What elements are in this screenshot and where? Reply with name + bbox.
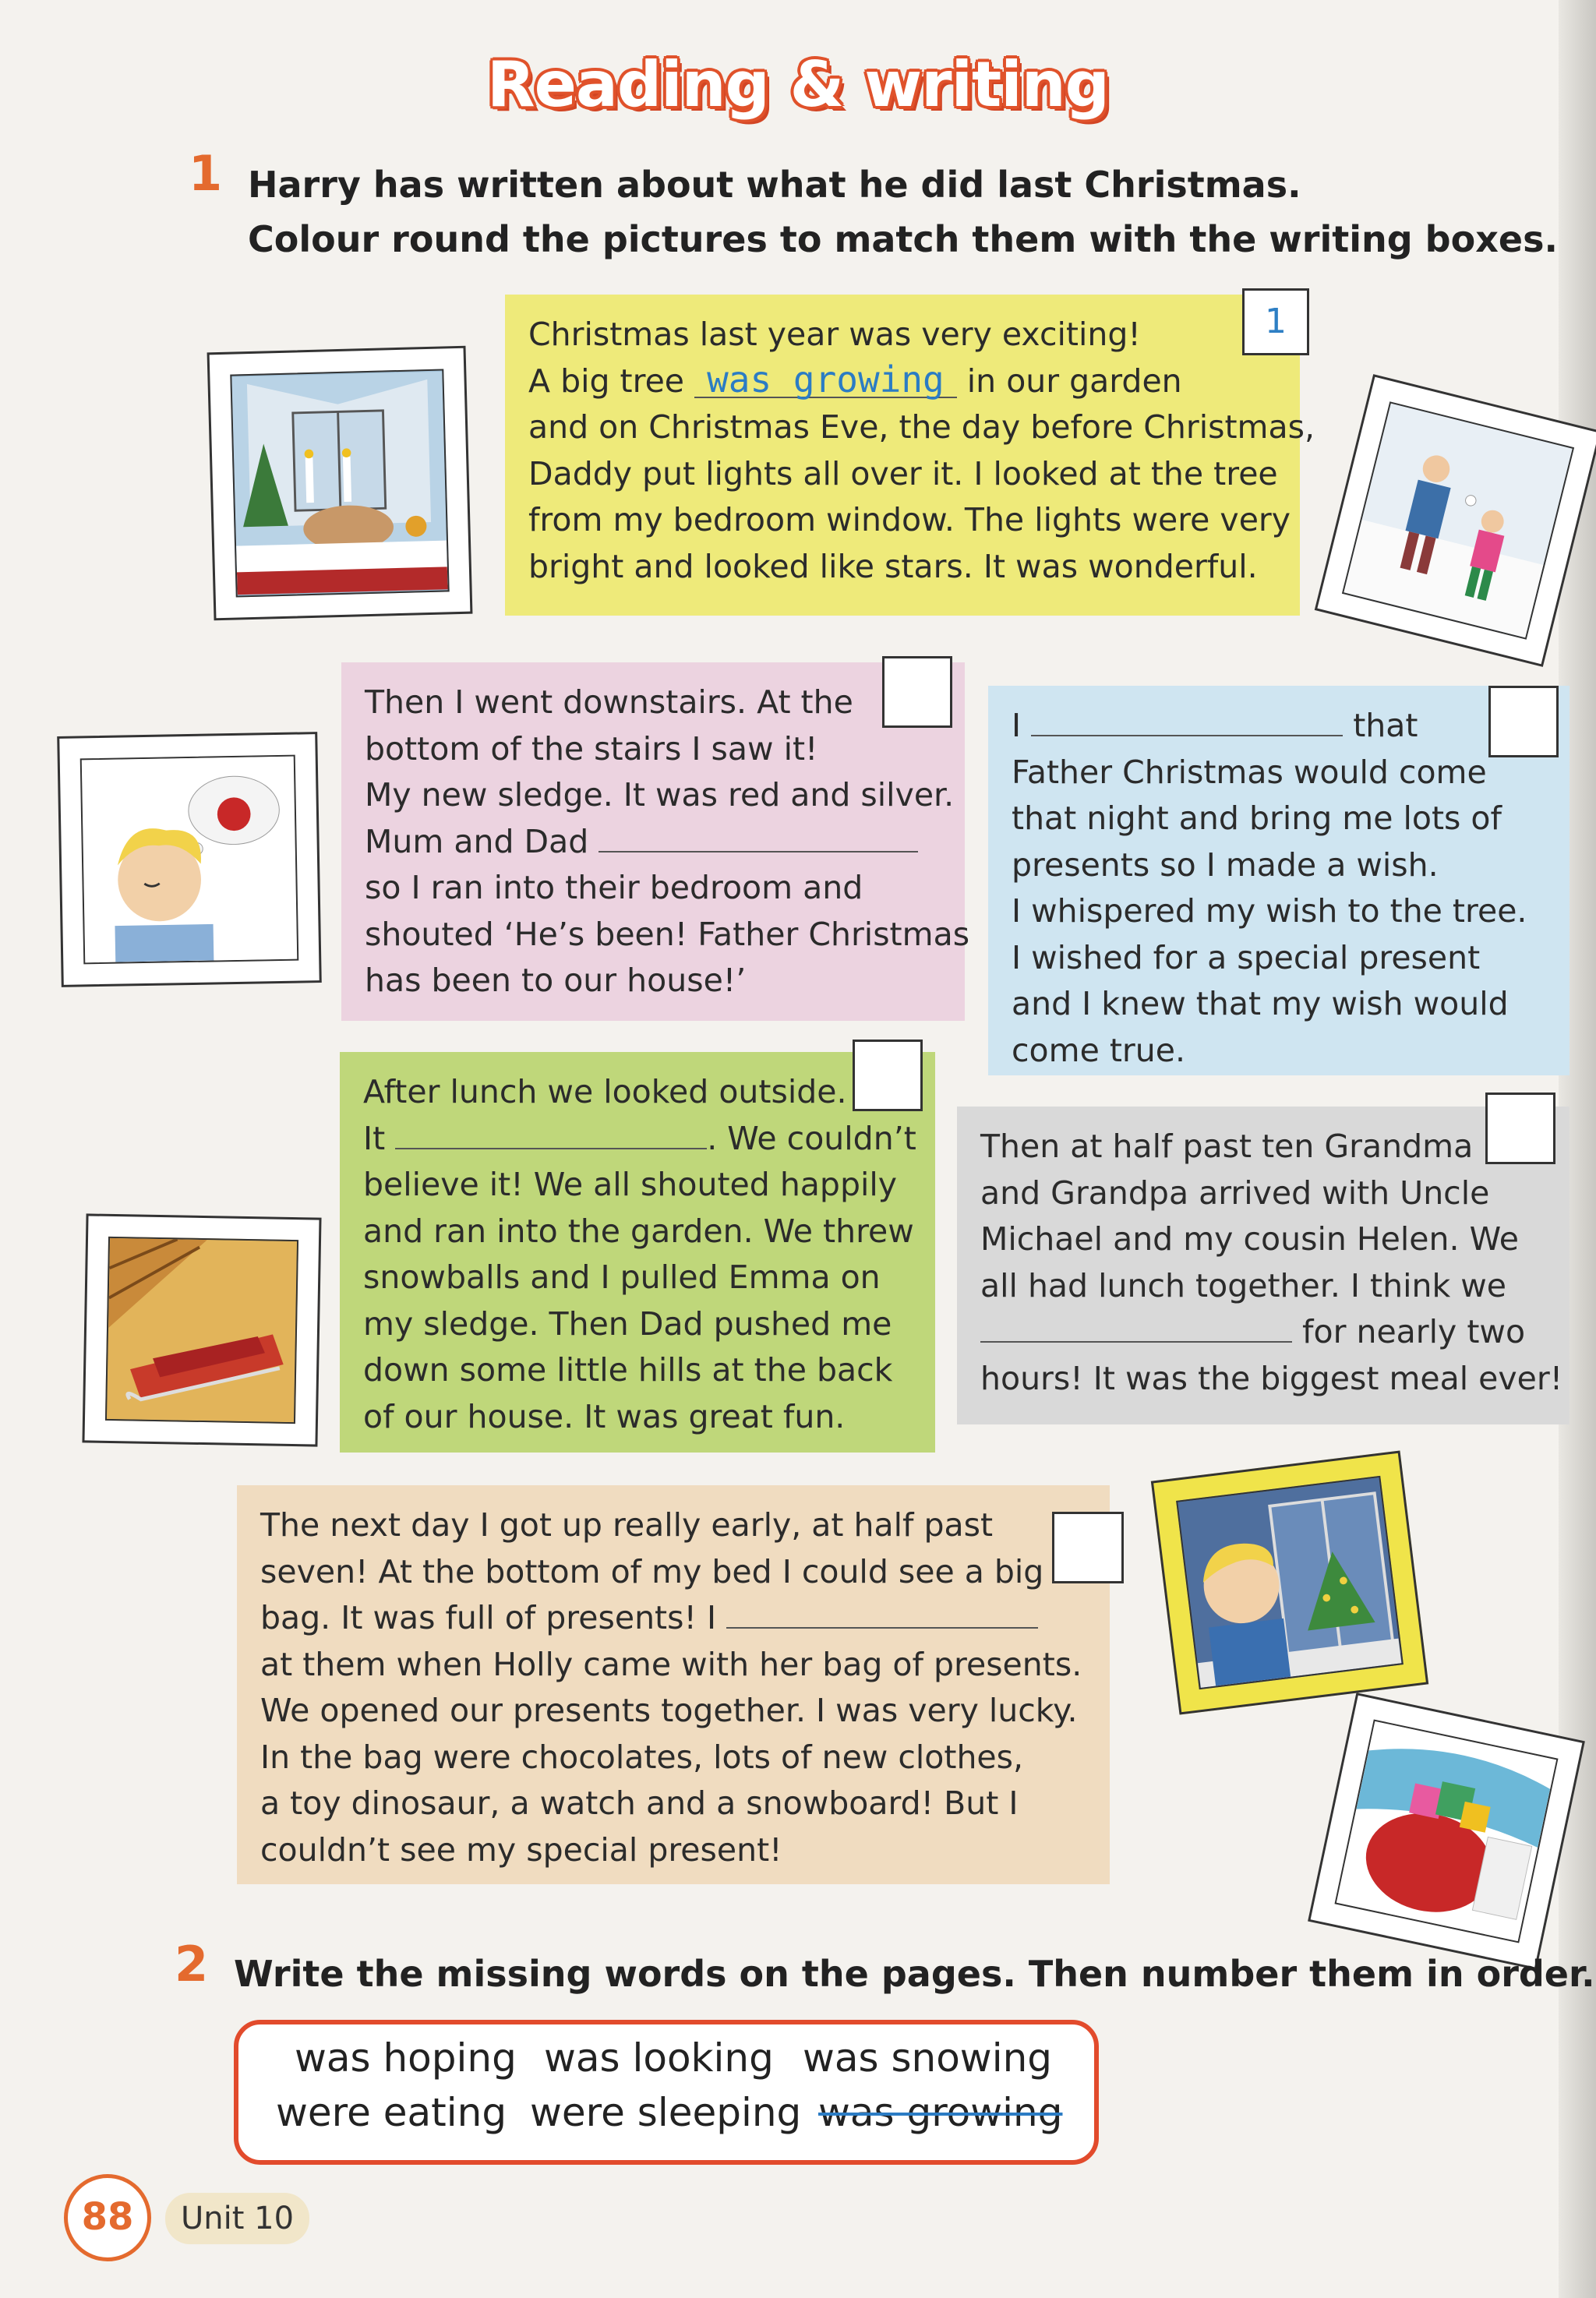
writing-box-tan bbox=[237, 1485, 1110, 1884]
text-line: A big tree was growing in our garden bbox=[528, 358, 1182, 401]
text-line: We opened our presents together. I was very lucky. bbox=[260, 1692, 1078, 1729]
answer-blank-filled[interactable]: was growing bbox=[694, 362, 957, 398]
text-line: Mum and Dad bbox=[365, 819, 946, 866]
text-line: Then at half past ten Grandma bbox=[980, 1128, 1474, 1165]
text-line: bottom of the stairs I saw it! bbox=[365, 729, 818, 768]
text-line: from my bedroom window. The lights were very bbox=[528, 501, 1291, 538]
order-number-box-grey[interactable] bbox=[1485, 1093, 1555, 1164]
text-line: After lunch we looked outside. bbox=[363, 1073, 847, 1110]
word-bank bbox=[234, 2020, 1099, 2165]
text-line: down some little hills at the back bbox=[363, 1351, 893, 1389]
text-line: that night and bring me lots of bbox=[1012, 800, 1502, 837]
picture-christmas-dinner[interactable] bbox=[207, 346, 473, 621]
text-line: In the bag were chocolates, lots of new clothes, bbox=[260, 1738, 1024, 1776]
text-line: bag. It was full of presents! I bbox=[260, 1595, 1091, 1642]
answer-blank[interactable] bbox=[980, 1311, 1292, 1343]
writing-box-blue bbox=[988, 686, 1570, 1075]
picture-sledge[interactable] bbox=[82, 1213, 321, 1446]
picture-boy-dreaming[interactable] bbox=[57, 732, 322, 987]
question-1-line-2: Colour round the pictures to match them with the writing boxes. bbox=[248, 218, 1558, 260]
answer-blank[interactable] bbox=[598, 821, 918, 852]
picture-snowball-fight[interactable] bbox=[1315, 374, 1596, 667]
order-number-box-blue[interactable] bbox=[1488, 686, 1559, 757]
order-number-box-yellow[interactable]: 1 bbox=[1242, 288, 1309, 355]
christmas-dinner-illustration bbox=[231, 371, 447, 596]
text-line: has been to our house!’ bbox=[365, 962, 747, 999]
text-line: It . We couldn’t bbox=[363, 1119, 916, 1157]
text-line: I wished for a special present bbox=[1012, 938, 1481, 976]
text-line: My new sledge. It was red and silver. bbox=[365, 776, 955, 814]
question-1-number: 1 bbox=[189, 145, 223, 202]
text-line: come true. bbox=[1012, 1031, 1185, 1069]
text-line: Then I went downstairs. At the bbox=[365, 683, 853, 721]
sledge-illustration bbox=[107, 1238, 297, 1422]
word-was-snowing: was snowing bbox=[803, 2035, 1053, 2081]
text-line: Christmas last year was very exciting! bbox=[528, 316, 1141, 353]
text-line: and Grandpa arrived with Uncle bbox=[980, 1174, 1490, 1212]
word-was-looking: was looking bbox=[544, 2035, 774, 2081]
text-line: my sledge. Then Dad pushed me bbox=[363, 1304, 892, 1343]
answer-blank[interactable] bbox=[395, 1118, 707, 1149]
page-title: Reading & writing bbox=[487, 48, 1109, 121]
text-line: so I ran into their bedroom and bbox=[365, 869, 863, 906]
order-number-box-tan[interactable] bbox=[1052, 1512, 1124, 1583]
question-2-text: Write the missing words on the pages. Then number them in order. bbox=[234, 1953, 1595, 1995]
text-line: and ran into the garden. We threw bbox=[363, 1212, 914, 1250]
text-line: all had lunch together. I think we bbox=[980, 1266, 1506, 1304]
text-line: presents so I made a wish. bbox=[1012, 845, 1439, 884]
text-line: and on Christmas Eve, the day before Christmas, bbox=[528, 408, 1315, 446]
word-were-eating: were eating bbox=[276, 2090, 507, 2135]
text-line: at them when Holly came with her bag of presents. bbox=[260, 1645, 1082, 1683]
text-line: Daddy put lights all over it. I looked at the tree bbox=[528, 454, 1278, 492]
text-line: and I knew that my wish would bbox=[1012, 985, 1509, 1022]
question-1-line-1: Harry has written about what he did last Christmas. bbox=[248, 164, 1301, 206]
snowball-fight-illustration bbox=[1344, 404, 1572, 638]
text-line: Michael and my cousin Helen. We bbox=[980, 1220, 1519, 1258]
boy-dreaming-illustration bbox=[82, 757, 297, 963]
word-were-sleeping: were sleeping bbox=[530, 2090, 802, 2135]
text-line: I whispered my wish to the tree. bbox=[1012, 892, 1527, 930]
text-line: a toy dinosaur, a watch and a snowboard! But I bbox=[260, 1784, 1019, 1822]
picture-bag-of-presents[interactable] bbox=[1308, 1693, 1585, 1970]
order-number-box-green[interactable] bbox=[853, 1040, 923, 1111]
writing-box-green bbox=[340, 1052, 935, 1453]
text-line: for nearly two bbox=[980, 1309, 1551, 1356]
writing-box-pink bbox=[341, 662, 970, 1021]
picture-boy-at-window[interactable] bbox=[1151, 1451, 1428, 1715]
unit-label: Unit 10 bbox=[165, 2193, 309, 2244]
text-line: of our house. It was great fun. bbox=[363, 1397, 846, 1435]
text-line: hours! It was the biggest meal ever! bbox=[980, 1359, 1563, 1397]
text-line: snowballs and I pulled Emma on bbox=[363, 1258, 881, 1296]
text-line: I that bbox=[1012, 707, 1418, 744]
order-number-box-pink[interactable] bbox=[882, 656, 952, 728]
word-was-growing-crossed-out: was growing bbox=[818, 2090, 1063, 2135]
word-was-hoping: was hoping bbox=[295, 2035, 517, 2081]
question-2-number: 2 bbox=[175, 1936, 209, 1993]
answer-blank[interactable] bbox=[726, 1597, 1038, 1629]
text-line: The next day I got up really early, at half past bbox=[260, 1506, 994, 1544]
page-number: 88 bbox=[64, 2174, 151, 2261]
bag-of-presents-illustration bbox=[1336, 1721, 1556, 1941]
text-line: bright and looked like stars. It was wonderful. bbox=[528, 547, 1258, 585]
text-line: shouted ‘He’s been! Father Christmas bbox=[365, 915, 970, 953]
answer-blank[interactable] bbox=[1031, 705, 1343, 736]
writing-box-grey bbox=[957, 1107, 1570, 1424]
text-line: couldn’t see my special present! bbox=[260, 1830, 782, 1869]
text-line: believe it! We all shouted happily bbox=[363, 1166, 898, 1203]
text-line: seven! At the bottom of my bed I could see a big bbox=[260, 1552, 1044, 1590]
boy-at-window-illustration bbox=[1178, 1477, 1401, 1688]
writing-box-yellow bbox=[505, 295, 1315, 616]
text-line: Father Christmas would come bbox=[1012, 753, 1487, 791]
